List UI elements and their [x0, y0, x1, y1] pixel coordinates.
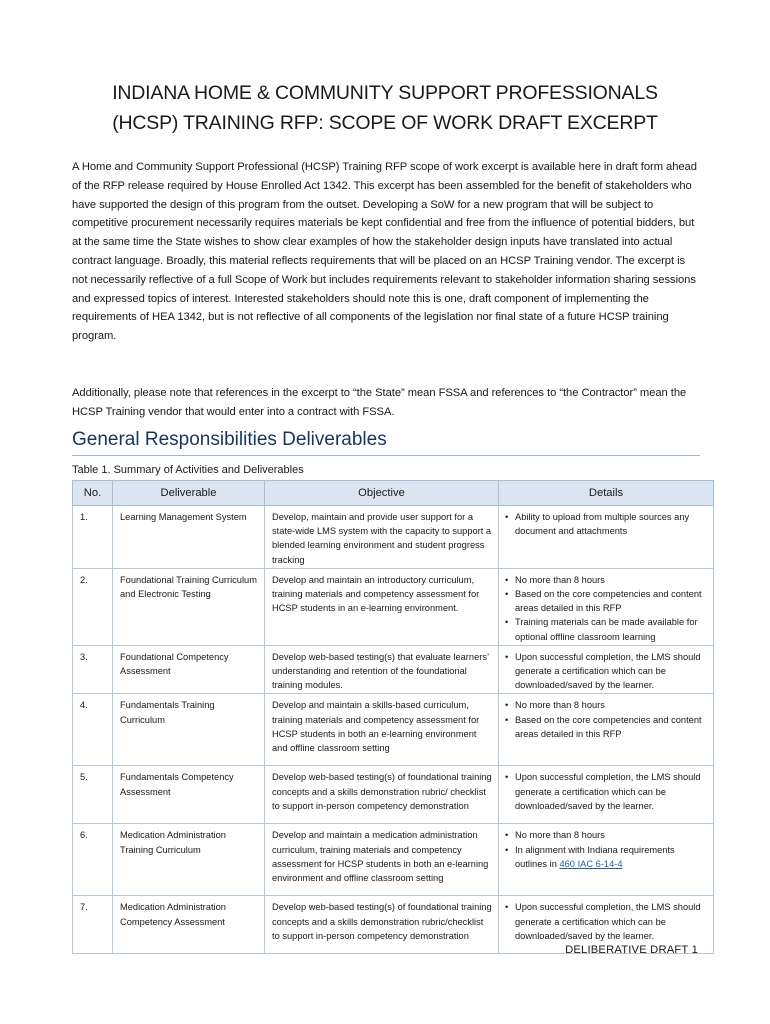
table-row	[73, 568, 714, 645]
row-details	[499, 506, 714, 569]
header-deliverable: Deliverable	[113, 481, 265, 506]
row-deliverable: Medication Administration Competency Assessment	[113, 896, 265, 954]
detail-item: • No more than 8 hours	[504, 828, 707, 842]
header-objective: Objective	[265, 481, 499, 506]
detail-item: • No more than 8 hours	[504, 573, 707, 587]
row-objective: Develop web-based testing(s) that evaluate learners’ understanding and retention of the foundational training modules.	[265, 645, 499, 694]
row-details	[499, 824, 714, 896]
deliverables-table	[72, 480, 714, 954]
row-number: 6.	[73, 824, 113, 896]
row-number: 5.	[73, 766, 113, 824]
detail-item: • No more than 8 hours	[504, 698, 707, 712]
intro-paragraph-2: Additionally, please note that references in the excerpt to “the State” mean FSSA and references to “the Contractor” mean the HCSP Training vendor that would enter into a contract with FSSA.	[72, 387, 687, 418]
section-heading: General Responsibilities Deliverables	[72, 428, 700, 456]
footer-label: DELIBERATIVE DRAFT 1	[565, 944, 698, 956]
row-deliverable: Medication Administration Training Curriculum	[113, 824, 265, 896]
table-header-row	[73, 481, 714, 506]
detail-item: • Based on the core competencies and content areas detailed in this RFP	[504, 587, 707, 615]
row-objective: Develop web-based testing(s) of foundational training concepts and a skills demonstration rubric/checklist to support in-person competency demonstration	[265, 896, 499, 954]
row-details	[499, 568, 714, 645]
table-row	[73, 645, 714, 694]
detail-item: • Training materials can be made available for optional offline classroom learning	[504, 615, 707, 643]
detail-item: • Upon successful completion, the LMS should generate a certification which can be downloaded/saved by the learner.	[504, 900, 707, 943]
row-number: 1.	[73, 506, 113, 569]
row-deliverable: Fundamentals Competency Assessment	[113, 766, 265, 824]
table-row	[73, 694, 714, 766]
row-objective: Develop and maintain an introductory curriculum, training materials and competency assessment for HCSP students in an e-learning environment.	[265, 568, 499, 645]
intro-paragraph-1: A Home and Community Support Professional (HCSP) Training RFP scope of work excerpt is available here in draft form ahead of the RFP release required by House Enrolled Act 1342. This excerpt has been assembled for the benefit of stakeholders who have supported the design of this program from the outset. Developing a SoW for a new program that will be subject to competitive procurement necessarily requires materials be kept confidential and free from the influence of potential bidders, but at the same time the State wishes to show clear examples of how the stakeholder design inputs have translated into actual contract language. Broadly, this material reflects requirements that will be placed on an HCSP Training vendor. The excerpt is not necessarily reflective of a full Scope of Work but includes requirements relevant to stakeholder information sharing sessions and expressed topics of interest. Interested stakeholders should note this is one, draft component of implementing the requirements of HEA 1342, but is not reflective of all components of the legislation nor final state of a future HCSP training program.	[72, 161, 697, 343]
row-number: 7.	[73, 896, 113, 954]
row-deliverable: Foundational Competency Assessment	[113, 645, 265, 694]
row-details	[499, 694, 714, 766]
header-details: Details	[499, 481, 714, 506]
table-caption: Table 1. Summary of Activities and Deliverables	[72, 464, 304, 476]
header-no: No.	[73, 481, 113, 506]
table-row	[73, 824, 714, 896]
row-deliverable: Learning Management System	[113, 506, 265, 569]
row-number: 3.	[73, 645, 113, 694]
row-details	[499, 766, 714, 824]
iac-link[interactable]: 460 IAC 6-14-4	[559, 858, 623, 869]
detail-item: • Based on the core competencies and content areas detailed in this RFP	[504, 713, 707, 741]
row-number: 2.	[73, 568, 113, 645]
title-line-1: INDIANA HOME & COMMUNITY SUPPORT PROFESSIONALS	[112, 82, 658, 104]
row-number: 4.	[73, 694, 113, 766]
detail-item: • Ability to upload from multiple sources any document and attachments	[504, 510, 707, 538]
row-objective: Develop and maintain a skills-based curriculum, training materials and competency assessment for HCSP students in both an e-learning environment and offline classroom setting	[265, 694, 499, 766]
detail-text: In alignment with Indiana requirements outlines in	[515, 844, 675, 869]
row-deliverable: Foundational Training Curriculum and Electronic Testing	[113, 568, 265, 645]
row-details	[499, 645, 714, 694]
page-title	[60, 78, 710, 138]
detail-item: • Upon successful completion, the LMS should generate a certification which can be downloaded/saved by the learner.	[504, 770, 707, 813]
title-line-2: (HCSP) TRAINING RFP: SCOPE OF WORK DRAFT EXCERPT	[112, 112, 658, 134]
row-objective: Develop, maintain and provide user support for a state-wide LMS system with the capacity to support a blended learning environment and student progress tracking	[265, 506, 499, 569]
table-row	[73, 506, 714, 569]
table-row	[73, 766, 714, 824]
row-objective: Develop and maintain a medication administration curriculum, training materials and competency assessment for HCSP students in both an e-learning environment and offline classroom setting	[265, 824, 499, 896]
row-objective: Develop web-based testing(s) of foundational training concepts and a skills demonstration rubric/ checklist to support in-person competency demonstration	[265, 766, 499, 824]
detail-item: • Upon successful completion, the LMS should generate a certification which can be downloaded/saved by the learner.	[504, 650, 707, 693]
detail-item	[504, 843, 707, 871]
row-deliverable: Fundamentals Training Curriculum	[113, 694, 265, 766]
